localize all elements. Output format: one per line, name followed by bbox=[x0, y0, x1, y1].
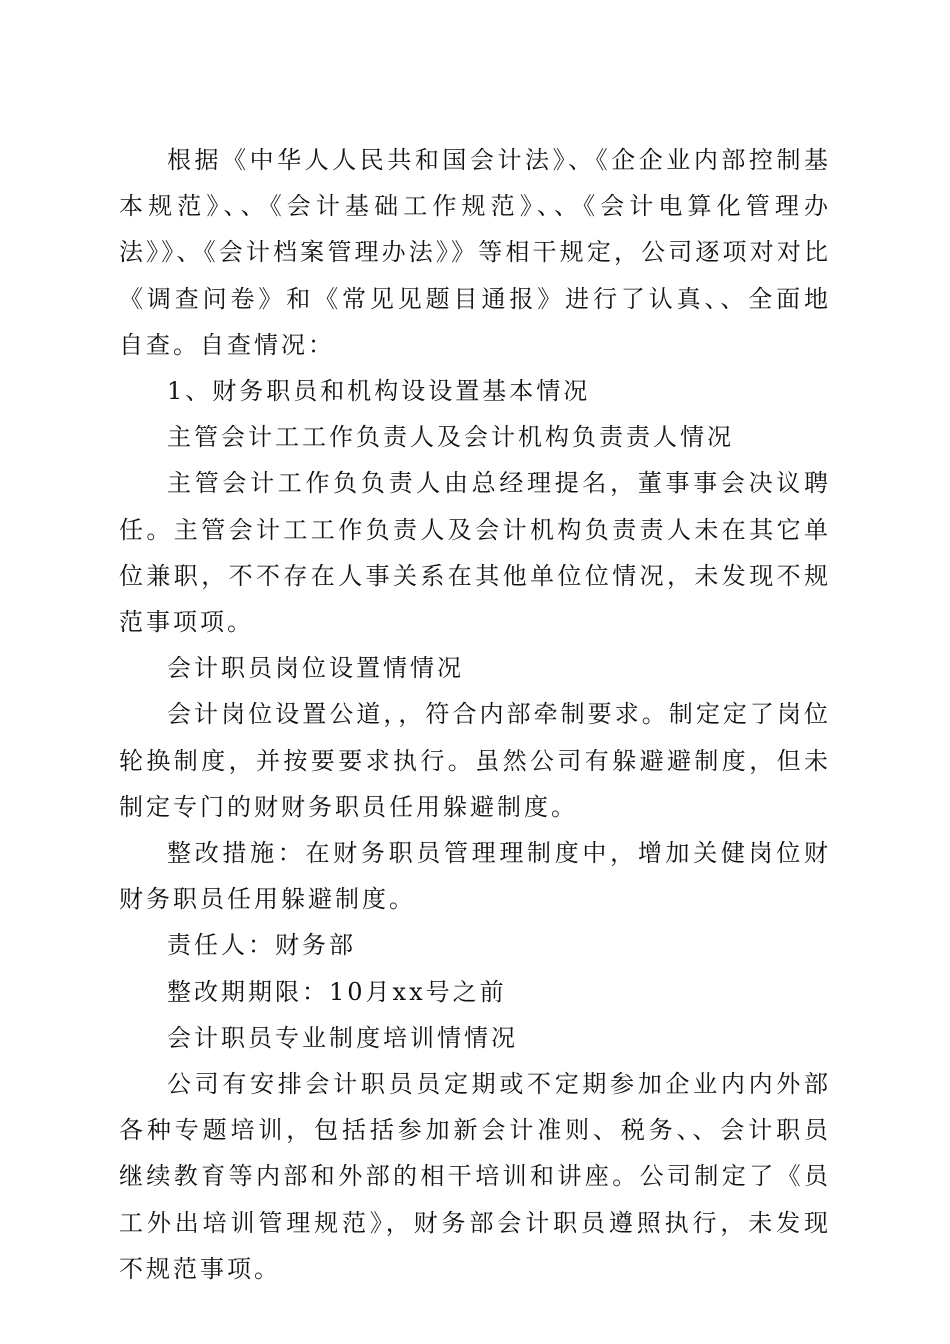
document-body bbox=[119, 137, 831, 1292]
subheading-position-setup: 会计职员岗位设置情情况 bbox=[167, 654, 464, 683]
paragraph-intro: 根据《中华人人民共和国会计法》、《企企业内部控制基本规范》、、《会计基础工作规范》、、《会计电算化管理办法》》、《会计档案管理办法》》等相干规定，公司逐项对对比《调查问卷》和《常见见题目通报》进行了认真、、全面地自查。自查情况： bbox=[119, 146, 831, 359]
section-heading-staff-and-organization: 1、财务职员和机构设设置基本情况 bbox=[167, 377, 591, 406]
subheading-training-situation: 会计职员专业制度培训情情况 bbox=[167, 1023, 518, 1052]
subheading-supervisor-situation: 主管会计工工作负责人及会计机构负责责人情况 bbox=[167, 423, 734, 452]
paragraph-deadline: 整改期期限：10月xx号之前 bbox=[167, 977, 507, 1006]
paragraph-responsible-party: 责任人：财务部 bbox=[167, 931, 356, 960]
paragraph-supervisor-details: 主管会计工作负负责人由总经理提名，董事事会决议聘任。主管会计工工作负责人及会计机构负责责人未在其它单位兼职，不不存在人事关系在其他单位位情况，未发现不规范事项项。 bbox=[119, 469, 831, 637]
paragraph-rectification-measures: 整改措施：在财务职员管理理制度中，增加关健岗位财财务职员任用躲避制度。 bbox=[119, 839, 831, 914]
paragraph-training-details: 公司有安排会计职员员定期或不定期参加企业内内外部各种专题培训，包括括参加新会计准则、税务、、会计职员继续教育等内部和外部的相干培训和讲座。公司制定了《员工外出培训管理规范》，财务部会计职员遵照执行，未发现不规范事项。 bbox=[119, 1070, 831, 1283]
paragraph-position-details: 会计岗位设置公道，，符合内部牵制要求。制定定了岗位轮换制度，并按要要求执行。虽然公司有躲避避制度，但未制定专门的财财务职员任用躲避制度。 bbox=[119, 700, 831, 821]
